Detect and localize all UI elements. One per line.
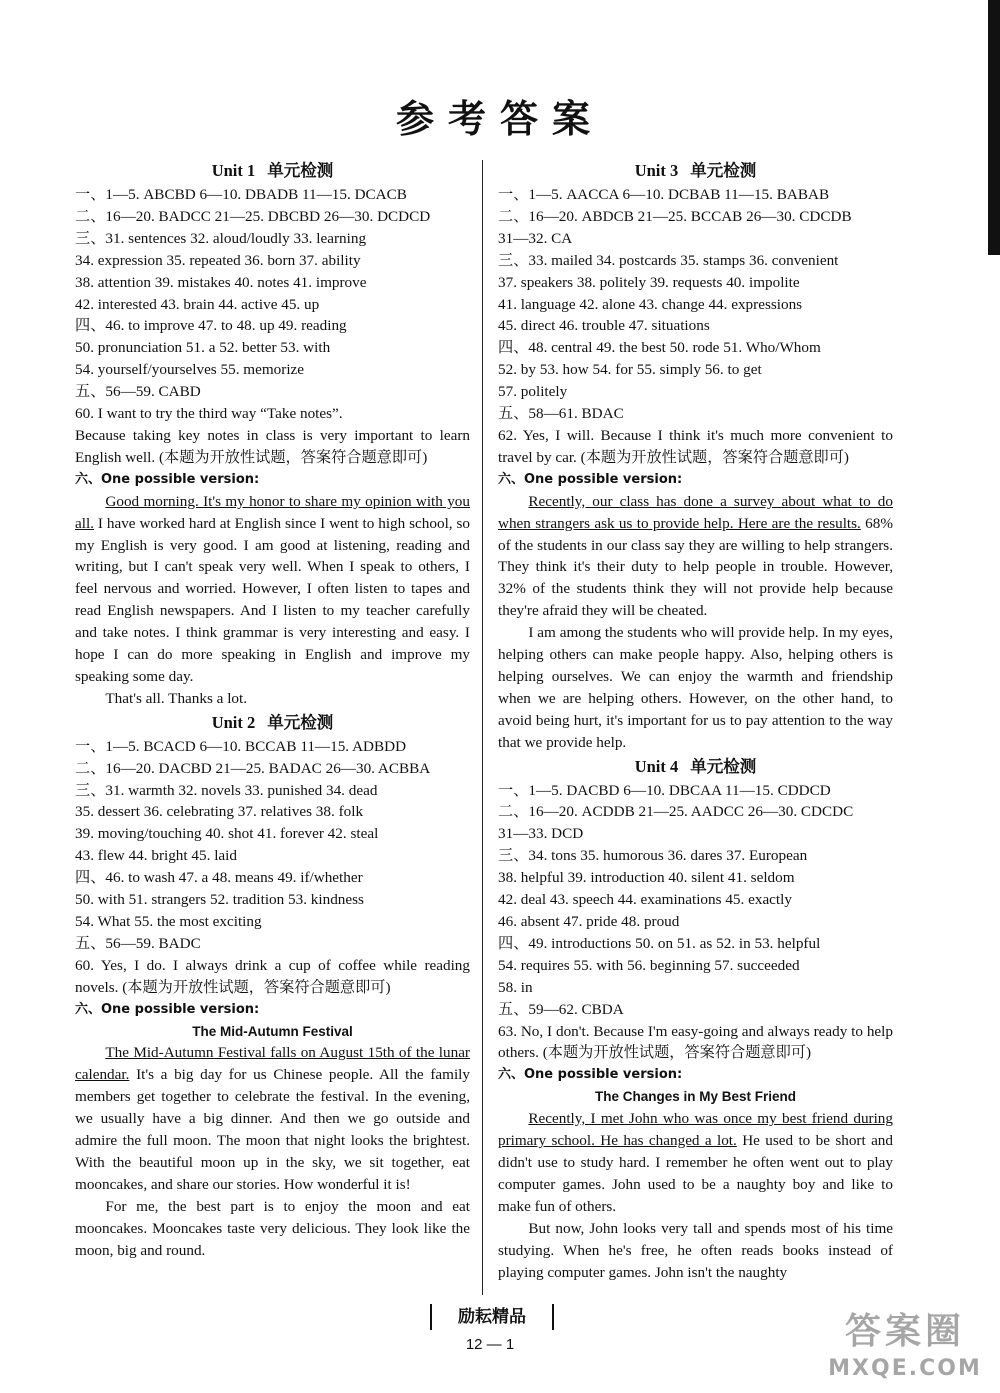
unit-2-heading: Unit 2 单元检测 xyxy=(211,712,334,732)
answer-line: 54. requires 55. with 56. beginning 57. succeeded xyxy=(498,956,800,974)
answer-line: 五、56—59. CABD xyxy=(75,383,201,401)
essay xyxy=(75,491,470,710)
essay-title: The Mid-Autumn Festival xyxy=(192,1023,353,1039)
open-answer: 60. Yes, I do. I always drink a cup of coffee while reading novels. (本题为开放性试题，答案符合题意即可) xyxy=(75,956,470,996)
answer-line: 52. by 53. how 54. for 55. simply 56. to get xyxy=(498,361,762,379)
answer-line: 45. direct 46. trouble 47. situations xyxy=(498,317,710,335)
unit-3-answers xyxy=(498,184,893,754)
essay-underlined: Recently, our class has done a survey about what to do when strangers ask us to provide help. Here are the results. xyxy=(498,492,893,532)
right-column xyxy=(498,158,893,1283)
unit-1-answers xyxy=(75,184,470,710)
answer-line: 41. language 42. alone 43. change 44. expressions xyxy=(498,295,803,313)
watermark-line-1: 答案圈 xyxy=(844,1311,965,1352)
unit-2-answers xyxy=(75,736,470,1262)
section-label: 六、One possible version: xyxy=(498,471,683,487)
essay xyxy=(498,1108,893,1283)
watermark-logo xyxy=(815,1310,995,1390)
open-answer: 63. No, I don't. Because I'm easy-going and always ready to help others. (本题为开放性试题，答案符合题意即可) xyxy=(498,1022,893,1062)
answer-line: 54. yourself/yourselves 55. memorize xyxy=(75,361,305,379)
answer-line: 54. What 55. the most exciting xyxy=(75,913,262,930)
answer-line: 38. attention 39. mistakes 40. notes 41. improve xyxy=(75,273,367,291)
answer-line: 一、1—5. AACCA 6—10. DCBAB 11—15. BABAB xyxy=(498,186,830,203)
answer-line: 四、46. to improve 47. to 48. up 49. reading xyxy=(75,317,347,335)
answer-line: 50. pronunciation 51. a 52. better 53. with xyxy=(75,339,331,357)
answer-line: 五、58—61. BDAC xyxy=(498,405,624,423)
answer-line: 二、16—20. DACBD 21—25. BADAC 26—30. ACBBA xyxy=(75,759,431,777)
page-number: 12 — 1 xyxy=(465,1336,515,1353)
answer-line: 二、16—20. BADCC 21—25. DBCBD 26—30. DCDCD xyxy=(75,207,431,225)
answer-line: 39. moving/touching 40. shot 41. forever 42. steal xyxy=(75,825,379,843)
answer-line: 三、31. sentences 32. aloud/loudly 33. learning xyxy=(75,229,367,247)
answer-line: 31—33. DCD xyxy=(498,825,584,843)
answer-line: 一、1—5. BCACD 6—10. BCCAB 11—15. ADBDD xyxy=(75,737,407,755)
section-label: 六、One possible version: xyxy=(498,1067,683,1083)
brand-logo: 励耘精品 xyxy=(430,1304,554,1330)
scan-edge-mark xyxy=(988,0,1000,255)
essay-body: It's a big day for us Chinese people. All the family members get together to celebrate the festival. In the evening, we usually have a big dinner. And then we go outside and admire the full moon. The moon that night looks the brightest. With the beautiful moon up in the sky, we sit together, eat mooncakes, and share our stories. How wonderful it is! xyxy=(75,1066,470,1193)
answer-line: 43. flew 44. bright 45. laid xyxy=(75,847,237,865)
essay-paragraph: I am among the students who will provide help. In my eyes, helping others can make people happy. Also, helping others is helping ourselves. We can enjoy the warmth and friendship when we are helping others. However, on the other hand, to avoid being hurt, it's important for us to pay attention to the way that we provide help. xyxy=(498,624,893,751)
answer-line: 一、1—5. DACBD 6—10. DBCAA 11—15. CDDCD xyxy=(498,781,831,799)
answer-line: 三、33. mailed 34. postcards 35. stamps 36. convenient xyxy=(498,251,839,269)
answer-line: 二、16—20. ABDCB 21—25. BCCAB 26—30. CDCDB xyxy=(498,207,852,225)
answer-line: 57. politely xyxy=(498,383,568,401)
essay-underlined: Good morning. It's my honor to share my opinion with you all. xyxy=(75,492,470,532)
essay xyxy=(75,1042,470,1261)
essay xyxy=(498,491,893,754)
unit-3-heading: Unit 3 单元检测 xyxy=(634,161,757,180)
answer-line: 四、49. introductions 50. on 51. as 52. in 53. helpful xyxy=(498,934,821,952)
essay-paragraph: But now, John looks very tall and spends most of his time studying. When he's free, he often reads books instead of playing computer games. John isn't the naughty xyxy=(498,1219,893,1281)
answer-line: 31—32. CA xyxy=(498,229,573,247)
section-label: 六、One possible version: xyxy=(75,1001,260,1017)
answer-line: 60. I want to try the third way “Take notes”. xyxy=(75,405,343,423)
watermark-line-2: MXQE.COM xyxy=(828,1356,982,1381)
answer-line: 34. expression 35. repeated 36. born 37. ability xyxy=(75,251,361,269)
answer-line: 37. speakers 38. politely 39. requests 40. impolite xyxy=(498,273,800,291)
open-answer: 62. Yes, I will. Because I think it's much more convenient to travel by car. (本题为开放性试题，答案符合题意即可) xyxy=(498,426,893,466)
answer-line: 38. helpful 39. introduction 40. silent 41. seldom xyxy=(498,869,795,887)
open-answer: Because taking key notes in class is very important to learn English well. (本题为开放性试题，答案符合题意即可) xyxy=(75,426,470,466)
answer-line: 三、31. warmth 32. novels 33. punished 34. dead xyxy=(75,781,378,799)
essay-underlined: Recently, I met John who was once my best friend during primary school. He has changed a lot. xyxy=(498,1110,893,1150)
unit-4-answers xyxy=(498,780,893,1284)
answer-line: 二、16—20. ACDDB 21—25. AADCC 26—30. CDCDC xyxy=(498,803,854,821)
answer-line: 五、56—59. BADC xyxy=(75,934,201,952)
essay-paragraph: For me, the best part is to enjoy the moon and eat mooncakes. Mooncakes taste very delicious. They look like the moon, big and round. xyxy=(75,1197,470,1259)
page-title: 参考答案 xyxy=(395,97,604,141)
answer-line: 42. interested 43. brain 44. active 45. up xyxy=(75,295,320,313)
answer-line: 50. with 51. strangers 52. tradition 53. kindness xyxy=(75,891,364,909)
column-divider xyxy=(482,160,483,1295)
answer-line: 四、48. central 49. the best 50. rode 51. Who/Whom xyxy=(498,339,821,357)
answer-line: 一、1—5. ABCBD 6—10. DBADB 11—15. DCACB xyxy=(75,186,407,203)
answer-line: 五、59—62. CBDA xyxy=(498,1000,624,1018)
essay-body: He used to be short and didn't use to study hard. I remember he often went out to play computer games. John used to be a naughty boy and like to make fun of others. xyxy=(498,1132,893,1215)
unit-4-heading: Unit 4 单元检测 xyxy=(634,756,757,776)
essay-body: I have worked hard at English since I went to high school, so my English is very good. I am good at listening, reading and writing, but I can't speak very well. When I speak to others, I feel nervous and worried. However, I often listen to tapes and read English newspapers. And I listen to my teacher carefully and take notes. I think grammar is very interesting and easy. I hope I can do more speaking in English and improve my speaking some day. xyxy=(75,514,470,685)
answer-line: 35. dessert 36. celebrating 37. relatives 38. folk xyxy=(75,803,364,821)
section-label: 六、One possible version: xyxy=(75,471,260,487)
answer-line: 42. deal 43. speech 44. examinations 45. exactly xyxy=(498,891,792,909)
essay-end: That's all. Thanks a lot. xyxy=(105,689,248,707)
essay-title: The Changes in My Best Friend xyxy=(594,1089,797,1105)
essay-underlined: The Mid-Autumn Festival falls on August 15th of the lunar calendar. xyxy=(75,1044,470,1084)
unit-1-heading: Unit 1 单元检测 xyxy=(211,161,334,180)
essay-body: 68% of the students in our class say they are willing to help strangers. They think it's their duty to help people in trouble. However, 32% of the students think they will not provide help because they're afraid they will be cheated. xyxy=(498,514,893,620)
answer-line: 三、34. tons 35. humorous 36. dares 37. European xyxy=(498,847,808,865)
answer-line: 58. in xyxy=(498,978,533,996)
answer-line: 46. absent 47. pride 48. proud xyxy=(498,913,680,930)
answer-line: 四、46. to wash 47. a 48. means 49. if/whether xyxy=(75,869,363,887)
left-column xyxy=(75,158,470,1262)
